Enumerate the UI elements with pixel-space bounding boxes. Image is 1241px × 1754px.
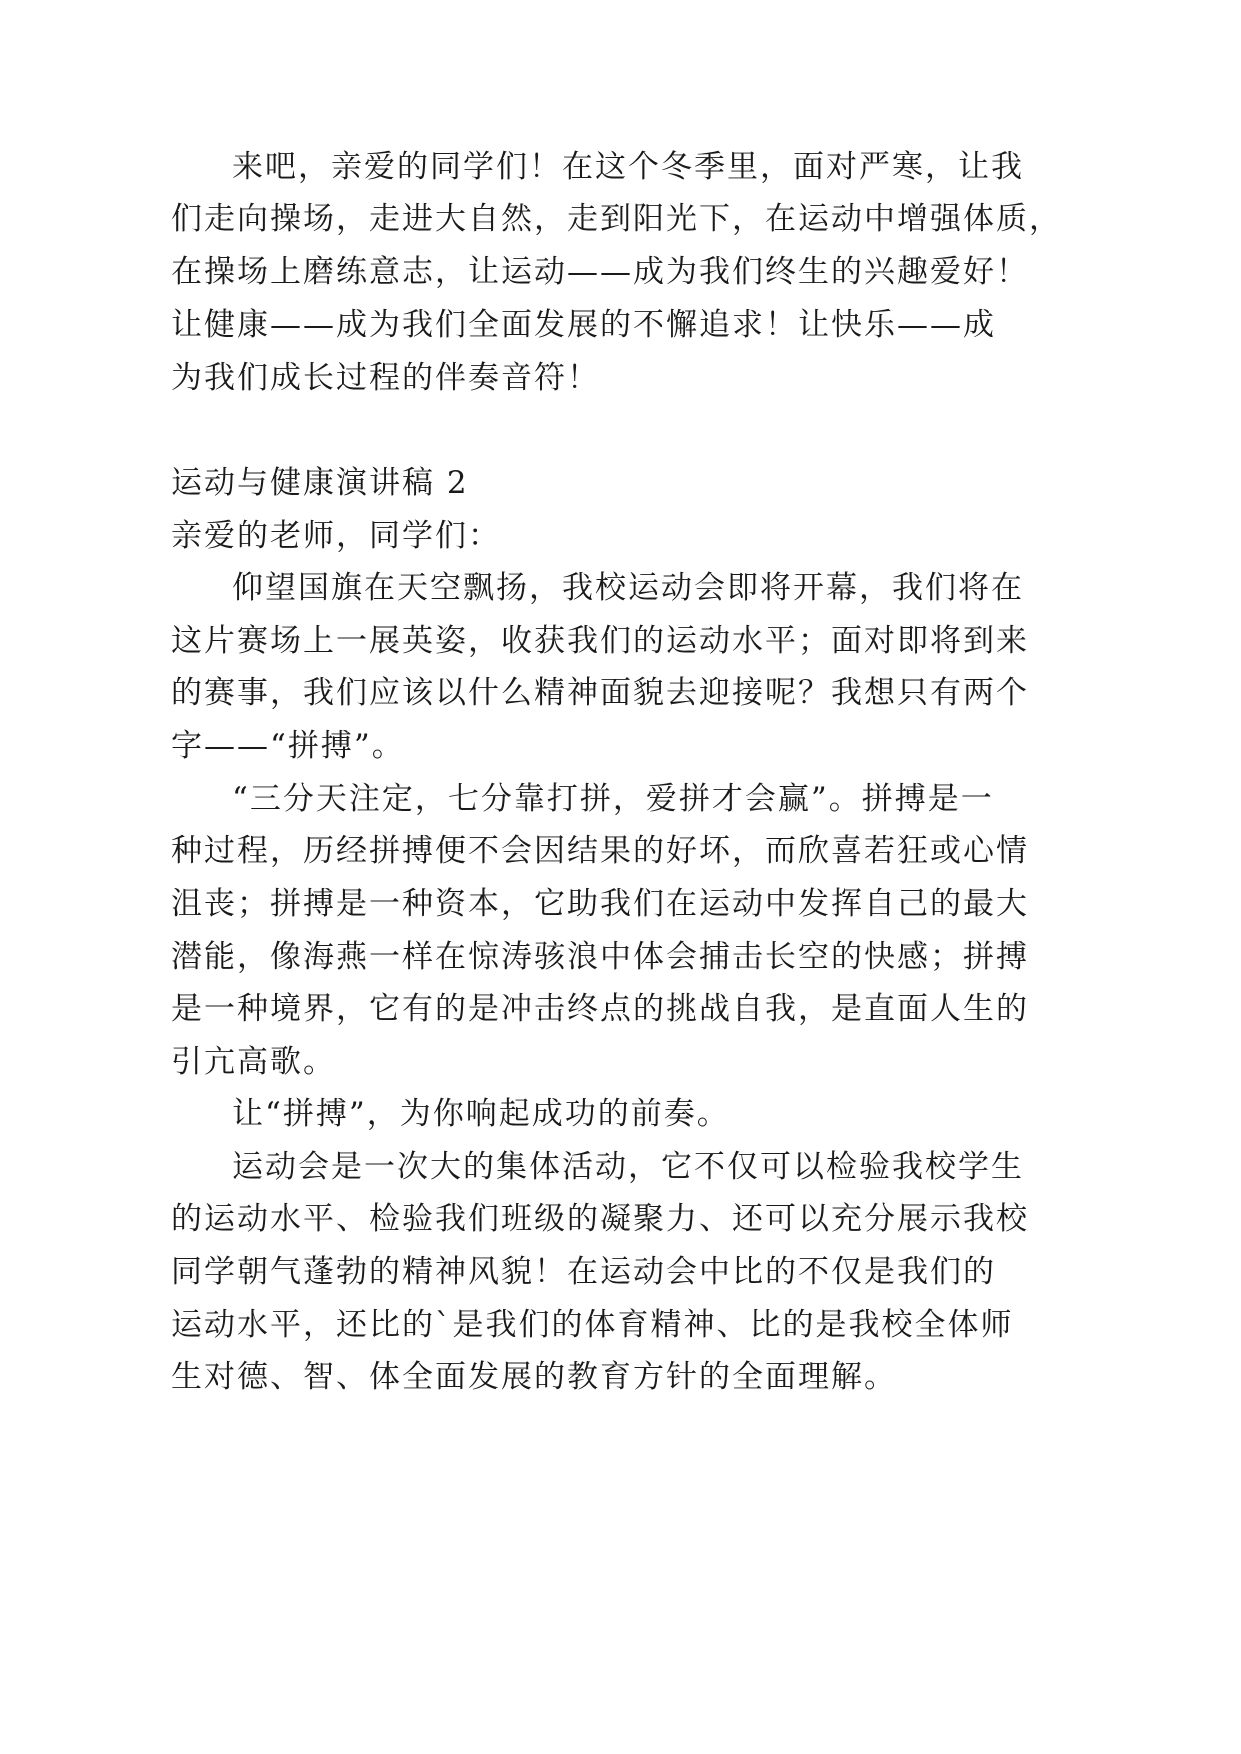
paragraph-3-line-4: 潜能，像海燕一样在惊涛骇浪中体会捕击长空的快感；拼搏	[171, 939, 1029, 975]
paragraph-5-line-1: 运动会是一次大的集体活动，它不仅可以检验我校学生	[232, 1149, 1024, 1185]
paragraph-2-line-1: 仰望国旗在天空飘扬，我校运动会即将开幕，我们将在	[232, 570, 1024, 606]
paragraph-2-line-2: 这片赛场上一展英姿，收获我们的运动水平；面对即将到来	[171, 623, 1029, 659]
paragraph-5-line-4: 运动水平，还比的`是我们的体育精神、比的是我校全体师	[171, 1307, 1014, 1343]
paragraph-1-line-5: 为我们成长过程的伴奏音符！	[171, 360, 600, 396]
paragraph-5-line-5: 生对德、智、体全面发展的教育方针的全面理解。	[171, 1359, 897, 1395]
salutation: 亲爱的老师，同学们：	[171, 518, 501, 554]
paragraph-4-line-1: 让“拼搏”，为你响起成功的前奏。	[232, 1096, 730, 1132]
paragraph-5-line-3: 同学朝气蓬勃的精神风貌！在运动会中比的不仅是我们的	[171, 1254, 996, 1290]
paragraph-2-line-4: 字——“拼搏”。	[171, 728, 405, 764]
paragraph-2-line-3: 的赛事，我们应该以什么精神面貌去迎接呢？我想只有两个	[171, 675, 1029, 711]
paragraph-3-line-1: “三分天注定，七分靠打拼，爱拼才会赢”。拼搏是一	[232, 781, 994, 817]
paragraph-3-line-2: 种过程，历经拼搏便不会因结果的好坏，而欣喜若狂或心情	[171, 833, 1029, 869]
paragraph-1-line-2: 们走向操场，走进大自然，走到阳光下，在运动中增强体质，	[171, 201, 1062, 237]
paragraph-3-line-3: 沮丧；拼搏是一种资本，它助我们在运动中发挥自己的最大	[171, 886, 1029, 922]
paragraph-1-line-3: 在操场上磨练意志，让运动——成为我们终生的兴趣爱好！	[171, 254, 1029, 290]
paragraph-3-line-5: 是一种境界，它有的是冲击终点的挑战自我，是直面人生的	[171, 991, 1029, 1027]
section-title: 运动与健康演讲稿 2	[171, 465, 469, 501]
paragraph-3-line-6: 引亢高歌。	[171, 1044, 336, 1080]
paragraph-1-line-1: 来吧，亲爱的同学们！在这个冬季里，面对严寒，让我	[232, 149, 1024, 185]
paragraph-1-line-4: 让健康——成为我们全面发展的不懈追求！让快乐——成	[171, 307, 996, 343]
paragraph-5-line-2: 的运动水平、检验我们班级的凝聚力、还可以充分展示我校	[171, 1201, 1029, 1237]
